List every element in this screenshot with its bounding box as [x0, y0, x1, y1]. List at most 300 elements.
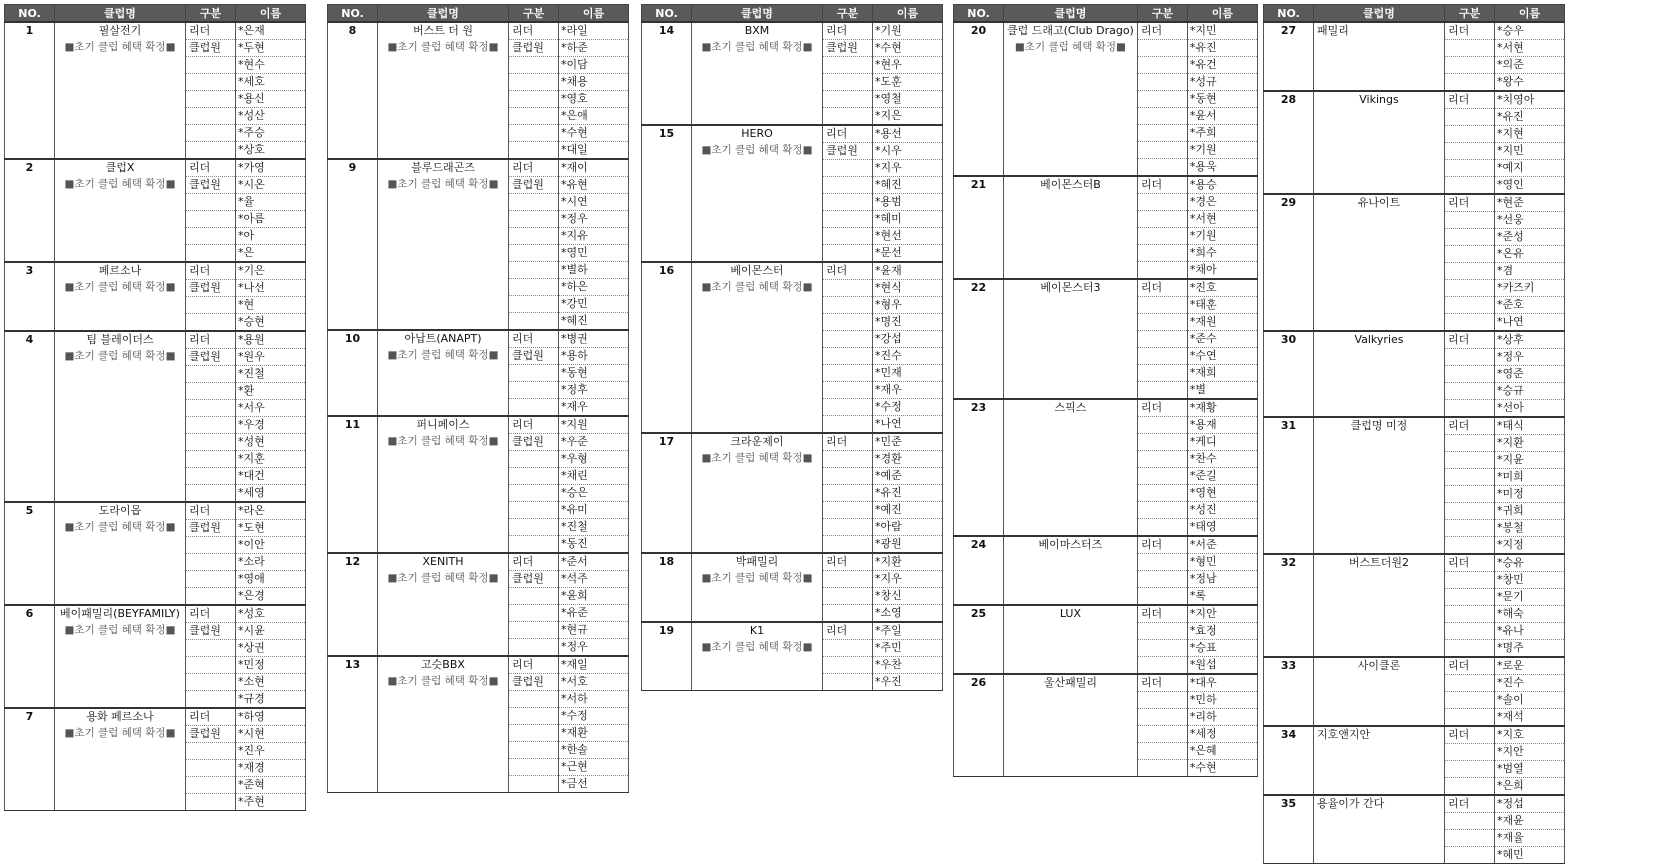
- member-name: *용재: [1187, 417, 1257, 434]
- member-name: *은재: [236, 22, 306, 40]
- role-cell: [1137, 554, 1187, 571]
- club-number: 17: [642, 433, 692, 553]
- member-name: *재일: [559, 656, 629, 674]
- member-name: *성호: [236, 605, 306, 623]
- member-name: *혜민: [1495, 847, 1565, 864]
- role-cell: [186, 468, 236, 485]
- role-cell: 리더: [1137, 674, 1187, 692]
- member-name: *봉철: [1495, 520, 1565, 537]
- role-cell: 리더: [1445, 194, 1495, 212]
- club-name: LUX: [1059, 607, 1081, 620]
- club-name: 패밀리: [1317, 24, 1349, 37]
- header-no: NO.: [328, 5, 378, 23]
- role-cell: [509, 622, 559, 639]
- role-cell: [823, 74, 873, 91]
- role-cell: [823, 571, 873, 588]
- member-name: *재이: [559, 159, 629, 177]
- role-cell: [509, 382, 559, 399]
- role-cell: [509, 708, 559, 725]
- role-cell: [823, 297, 873, 314]
- benefit-note: ■초기 클럽 혜택 확정■: [701, 452, 813, 464]
- member-name: *나연: [873, 416, 943, 434]
- table-row: [954, 176, 1258, 194]
- club-name-cell: [1004, 22, 1138, 176]
- role-cell: 리더: [823, 553, 873, 571]
- benefit-note: ■초기 클럽 혜택 확정■: [64, 41, 176, 53]
- member-name: *민하: [1187, 692, 1257, 709]
- member-name: *온유: [1495, 246, 1565, 263]
- member-name: *태훈: [1187, 297, 1257, 314]
- benefit-note: ■초기 클럽 혜택 확정■: [1014, 41, 1126, 53]
- role-cell: [1445, 229, 1495, 246]
- role-cell: [1137, 365, 1187, 382]
- club-name-cell: [1004, 674, 1138, 777]
- member-name: *기은: [236, 262, 306, 280]
- role-cell: 클럽원: [186, 280, 236, 297]
- member-name: *대건: [236, 468, 306, 485]
- role-cell: 리더: [1137, 176, 1187, 194]
- member-name: *예지: [1495, 160, 1565, 177]
- member-name: *주승: [236, 125, 306, 142]
- role-cell: 리더: [509, 330, 559, 348]
- member-name: *현규: [559, 622, 629, 639]
- club-number: 12: [328, 553, 378, 656]
- member-name: *진수: [873, 348, 943, 365]
- header-row: [954, 5, 1258, 23]
- role-cell: [1445, 830, 1495, 847]
- role-cell: [1445, 675, 1495, 692]
- member-name: *세호: [236, 74, 306, 91]
- member-name: *문기: [1495, 589, 1565, 606]
- role-cell: [1137, 571, 1187, 588]
- role-cell: 리더: [509, 22, 559, 40]
- member-name: *라온: [236, 502, 306, 520]
- table-row: [954, 279, 1258, 297]
- club-name-cell: [1314, 726, 1445, 795]
- club-name: HERO: [741, 127, 773, 140]
- member-name: *재우: [559, 399, 629, 417]
- table-row: [1264, 194, 1565, 212]
- member-name: *하영: [236, 708, 306, 726]
- member-name: *지유: [559, 228, 629, 245]
- role-cell: [1137, 692, 1187, 709]
- club-number: 9: [328, 159, 378, 330]
- role-cell: [1137, 760, 1187, 777]
- member-name: *소현: [236, 674, 306, 691]
- role-cell: [186, 743, 236, 760]
- role-cell: [1137, 245, 1187, 262]
- club-name: 용화 페르소나: [86, 710, 154, 723]
- header-row: [642, 5, 943, 23]
- member-name: *대우: [1187, 674, 1257, 692]
- member-name: *혜진: [559, 313, 629, 331]
- member-name: *민재: [873, 365, 943, 382]
- header-name: 이름: [559, 5, 629, 23]
- role-cell: [1445, 606, 1495, 623]
- role-cell: [1137, 657, 1187, 675]
- member-name: *수정: [559, 708, 629, 725]
- member-name: *기원: [1187, 228, 1257, 245]
- role-cell: [1137, 142, 1187, 159]
- benefit-note: ■초기 클럽 혜택 확정■: [64, 178, 176, 190]
- member-name: *한솔: [559, 742, 629, 759]
- role-cell: [509, 211, 559, 228]
- club-name: Valkyries: [1354, 333, 1404, 346]
- role-cell: 클럽원: [509, 40, 559, 57]
- role-cell: 클럽원: [509, 571, 559, 588]
- role-cell: 리더: [186, 502, 236, 520]
- benefit-note: ■초기 클럽 혜택 확정■: [701, 144, 813, 156]
- table-row: [1264, 726, 1565, 744]
- club-number: 6: [5, 605, 55, 708]
- member-name: *시연: [559, 194, 629, 211]
- role-cell: [509, 279, 559, 296]
- role-cell: [1137, 623, 1187, 640]
- roster-table-1: [4, 4, 306, 811]
- member-name: *경은: [1187, 194, 1257, 211]
- role-cell: [509, 399, 559, 417]
- benefit-note: ■초기 클럽 혜택 확정■: [64, 521, 176, 533]
- member-name: *광원: [873, 536, 943, 554]
- member-name: *윤서: [1187, 108, 1257, 125]
- role-cell: [1445, 349, 1495, 366]
- member-name: *가영: [236, 159, 306, 177]
- member-name: *우형: [559, 451, 629, 468]
- member-name: *서우: [236, 400, 306, 417]
- member-name: *영인: [1495, 177, 1565, 195]
- role-cell: [509, 605, 559, 622]
- role-cell: [823, 177, 873, 194]
- role-cell: [1137, 382, 1187, 400]
- role-cell: [1137, 211, 1187, 228]
- role-cell: [823, 160, 873, 177]
- club-name-cell: [1314, 657, 1445, 726]
- role-cell: 리더: [186, 262, 236, 280]
- club-name-cell: [692, 622, 823, 691]
- member-name: *서현: [1495, 40, 1565, 57]
- role-cell: [509, 759, 559, 776]
- member-name: *민준: [873, 433, 943, 451]
- member-name: *시윤: [236, 623, 306, 640]
- club-number: 14: [642, 22, 692, 125]
- member-name: *재윤: [1495, 813, 1565, 830]
- member-name: *혜미: [873, 211, 943, 228]
- table-row: [5, 22, 306, 40]
- club-name-cell: [1004, 605, 1138, 674]
- role-cell: [1445, 623, 1495, 640]
- role-cell: 리더: [823, 22, 873, 40]
- role-cell: 리더: [1445, 726, 1495, 744]
- member-name: *재우: [873, 382, 943, 399]
- member-name: *지환: [873, 553, 943, 571]
- role-cell: [186, 691, 236, 709]
- role-cell: [509, 519, 559, 536]
- role-cell: [1137, 125, 1187, 142]
- member-name: *유준: [559, 605, 629, 622]
- club-name-cell: [55, 331, 186, 502]
- role-cell: [823, 536, 873, 554]
- benefit-note: ■초기 클럽 혜택 확정■: [64, 350, 176, 362]
- role-cell: [1445, 177, 1495, 195]
- role-cell: [1445, 572, 1495, 589]
- role-cell: [509, 742, 559, 759]
- role-cell: 리더: [186, 22, 236, 40]
- role-cell: [823, 211, 873, 228]
- role-cell: [509, 194, 559, 211]
- club-name: 아납트(ANAPT): [404, 332, 482, 345]
- role-cell: [509, 691, 559, 708]
- member-name: *주일: [873, 622, 943, 640]
- benefit-note: ■초기 클럽 혜택 확정■: [701, 572, 813, 584]
- member-name: *시현: [236, 726, 306, 743]
- role-cell: [1137, 314, 1187, 331]
- club-name: 베이몬스터: [730, 264, 784, 277]
- role-cell: [1137, 159, 1187, 177]
- role-cell: [1445, 366, 1495, 383]
- club-number: 21: [954, 176, 1004, 279]
- member-name: *대일: [559, 142, 629, 160]
- role-cell: [186, 194, 236, 211]
- role-cell: [823, 314, 873, 331]
- member-name: *태영: [1187, 519, 1257, 537]
- role-cell: 리더: [509, 656, 559, 674]
- table-row: [954, 605, 1258, 623]
- role-cell: [1445, 280, 1495, 297]
- role-cell: 리더: [186, 708, 236, 726]
- club-number: 15: [642, 125, 692, 262]
- benefit-note: ■초기 클럽 혜택 확정■: [387, 572, 499, 584]
- club-number: 25: [954, 605, 1004, 674]
- member-name: *영민: [559, 245, 629, 262]
- club-number: 1: [5, 22, 55, 159]
- table-row: [5, 605, 306, 623]
- member-name: *시우: [873, 143, 943, 160]
- header-row: [328, 5, 629, 23]
- member-name: *준서: [559, 553, 629, 571]
- role-cell: [1137, 108, 1187, 125]
- member-name: *율: [236, 194, 306, 211]
- club-number: 26: [954, 674, 1004, 777]
- club-name: 베이몬스터B: [1040, 178, 1101, 191]
- header-club-name: 클럽명: [692, 5, 823, 23]
- header-no: NO.: [5, 5, 55, 23]
- role-cell: 리더: [823, 433, 873, 451]
- role-cell: [186, 451, 236, 468]
- role-cell: [509, 365, 559, 382]
- member-name: *환: [236, 383, 306, 400]
- club-name-cell: [1004, 536, 1138, 605]
- member-name: *찬수: [1187, 451, 1257, 468]
- table-row: [1264, 795, 1565, 813]
- member-name: *의준: [1495, 57, 1565, 74]
- club-number: 32: [1264, 554, 1314, 657]
- benefit-note: ■초기 클럽 혜택 확정■: [64, 727, 176, 739]
- member-name: *유미: [559, 502, 629, 519]
- member-name: *용욱: [1187, 159, 1257, 177]
- member-name: *준수: [1187, 331, 1257, 348]
- role-cell: [186, 417, 236, 434]
- table-row: [328, 330, 629, 348]
- role-cell: [186, 142, 236, 160]
- header-club-name: 클럽명: [378, 5, 509, 23]
- role-cell: 리더: [1445, 417, 1495, 435]
- table-row: [1264, 91, 1565, 109]
- roster-table-2: [327, 4, 629, 793]
- role-cell: [509, 228, 559, 245]
- club-name-cell: [692, 22, 823, 125]
- member-name: *아: [236, 228, 306, 245]
- member-name: *선아: [1495, 400, 1565, 418]
- member-name: *수현: [873, 40, 943, 57]
- member-name: *형민: [1187, 554, 1257, 571]
- member-name: *용범: [873, 194, 943, 211]
- club-name-cell: [1314, 417, 1445, 554]
- role-cell: [186, 571, 236, 588]
- member-name: *채린: [559, 468, 629, 485]
- role-cell: [1137, 262, 1187, 280]
- club-name-cell: [55, 262, 186, 331]
- benefit-note: ■초기 클럽 혜택 확정■: [387, 41, 499, 53]
- club-name-cell: [692, 262, 823, 433]
- table-row: [642, 553, 943, 571]
- member-name: *은애: [559, 108, 629, 125]
- table-row: [328, 22, 629, 40]
- header-name: 이름: [873, 5, 943, 23]
- benefit-note: ■초기 클럽 혜택 확정■: [64, 624, 176, 636]
- member-name: *영호: [559, 91, 629, 108]
- member-name: *이담: [559, 57, 629, 74]
- role-cell: [823, 674, 873, 691]
- header-row: [1264, 5, 1565, 23]
- club-name: 지호앤지안: [1317, 728, 1371, 741]
- member-name: *상호: [236, 142, 306, 160]
- roster-table-4: [953, 4, 1258, 777]
- member-name: *별하: [559, 262, 629, 279]
- member-name: *아름: [236, 211, 306, 228]
- role-cell: 리더: [1137, 22, 1187, 40]
- role-cell: 리더: [1445, 657, 1495, 675]
- member-name: *지원: [559, 416, 629, 434]
- role-cell: [1137, 297, 1187, 314]
- table-row: [5, 262, 306, 280]
- role-cell: [823, 519, 873, 536]
- member-name: *주민: [873, 640, 943, 657]
- table-row: [642, 262, 943, 280]
- role-cell: 리더: [823, 262, 873, 280]
- role-cell: [1445, 263, 1495, 280]
- member-name: *병권: [559, 330, 629, 348]
- roster-table-5: [1263, 4, 1565, 864]
- member-name: *선웅: [1495, 212, 1565, 229]
- role-cell: [823, 91, 873, 108]
- member-name: *강민: [559, 296, 629, 313]
- role-cell: 리더: [186, 331, 236, 349]
- member-name: *희수: [1187, 245, 1257, 262]
- member-name: *지민: [1495, 143, 1565, 160]
- table-row: [328, 159, 629, 177]
- club-name: 클럽X: [105, 161, 135, 174]
- member-name: *시온: [236, 177, 306, 194]
- role-cell: [1137, 348, 1187, 365]
- member-name: *유현: [559, 177, 629, 194]
- club-number: 10: [328, 330, 378, 416]
- member-name: *지훈: [236, 451, 306, 468]
- table-row: [642, 125, 943, 143]
- member-name: *진수: [1495, 675, 1565, 692]
- benefit-note: ■초기 클럽 혜택 확정■: [387, 675, 499, 687]
- member-name: *준혁: [236, 777, 306, 794]
- club-number: 33: [1264, 657, 1314, 726]
- role-cell: [1445, 160, 1495, 177]
- member-name: *나연: [1495, 314, 1565, 332]
- role-cell: [186, 245, 236, 263]
- member-name: *케디: [1187, 434, 1257, 451]
- role-cell: [823, 331, 873, 348]
- club-name: 베이몬스터3: [1040, 281, 1101, 294]
- role-cell: [823, 194, 873, 211]
- member-name: *우찬: [873, 657, 943, 674]
- role-cell: [186, 760, 236, 777]
- table-row: [5, 159, 306, 177]
- member-name: *이안: [236, 537, 306, 554]
- role-cell: 리더: [1445, 795, 1495, 813]
- club-name: 페르소나: [98, 264, 142, 277]
- club-number: 23: [954, 399, 1004, 536]
- role-cell: [823, 382, 873, 399]
- role-cell: [509, 536, 559, 554]
- role-cell: [1137, 228, 1187, 245]
- role-cell: [1445, 109, 1495, 126]
- role-cell: [186, 794, 236, 811]
- role-cell: 리더: [509, 159, 559, 177]
- role-cell: [1445, 520, 1495, 537]
- member-name: *우진: [873, 674, 943, 691]
- table-row: [328, 656, 629, 674]
- role-cell: 리더: [1137, 536, 1187, 554]
- member-name: *상권: [236, 640, 306, 657]
- role-cell: [186, 588, 236, 606]
- header-club-name: 클럽명: [1314, 5, 1445, 23]
- member-name: *용하: [559, 348, 629, 365]
- member-name: *창신: [873, 588, 943, 605]
- role-cell: [509, 468, 559, 485]
- member-name: *효정: [1187, 623, 1257, 640]
- role-cell: [186, 91, 236, 108]
- club-name-cell: [1314, 795, 1445, 864]
- role-cell: [1137, 588, 1187, 606]
- member-name: *혜진: [873, 177, 943, 194]
- role-cell: 리더: [1445, 22, 1495, 40]
- member-name: *유진: [1495, 109, 1565, 126]
- role-cell: [823, 108, 873, 126]
- member-name: *은경: [236, 588, 306, 606]
- member-name: *지호: [1495, 726, 1565, 744]
- member-name: *상후: [1495, 331, 1565, 349]
- member-name: *리하: [1187, 709, 1257, 726]
- member-name: *치영아: [1495, 91, 1565, 109]
- member-name: *영현: [1187, 485, 1257, 502]
- member-name: *라일: [559, 22, 629, 40]
- member-name: *진우: [236, 743, 306, 760]
- benefit-note: ■초기 클럽 혜택 확정■: [701, 281, 813, 293]
- member-name: *주현: [236, 794, 306, 811]
- role-cell: [186, 57, 236, 74]
- table-row: [1264, 657, 1565, 675]
- role-cell: [823, 365, 873, 382]
- club-number: 35: [1264, 795, 1314, 864]
- club-name: 클럽명 미정: [1350, 419, 1408, 432]
- member-name: *용승: [1187, 176, 1257, 194]
